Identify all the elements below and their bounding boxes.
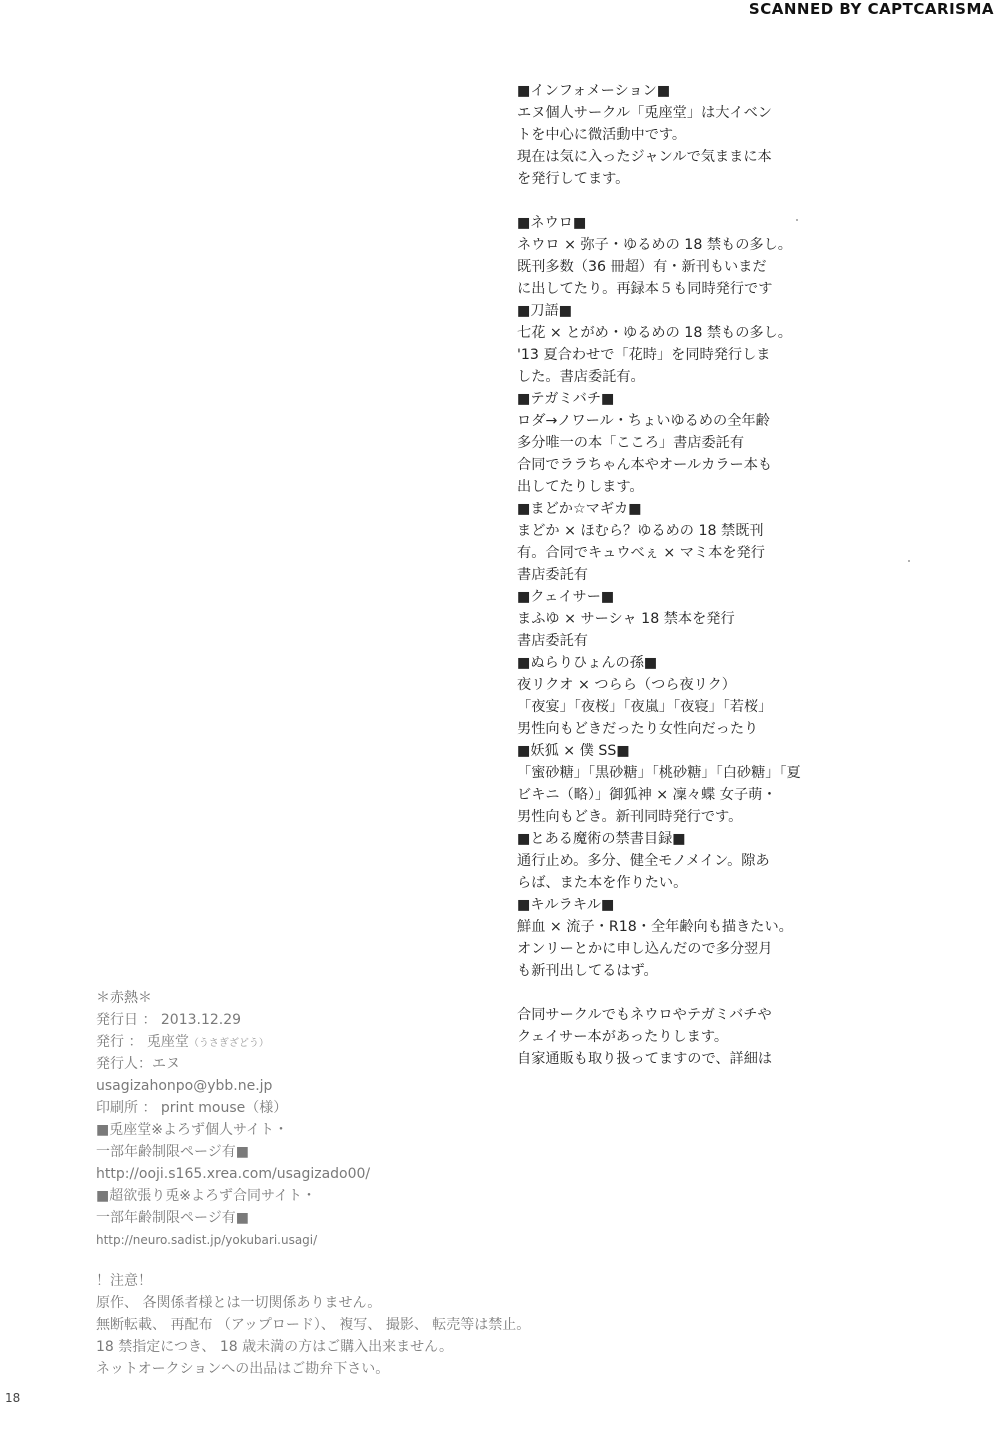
info-line: 夜リクオ × つらら（つら夜リク） [517, 677, 736, 693]
info-line: ネウロ × 弥子・ゆるめの 18 禁もの多し。 [517, 237, 792, 253]
colophon-publisher [96, 1031, 476, 1053]
blank-line [517, 982, 847, 1004]
blank-line [517, 190, 847, 212]
info-line: ■まどか☆マギカ■ [517, 501, 642, 517]
publisher-reading: （うさぎざどう） [188, 1038, 269, 1049]
site1-note: 一部年齢制限ページ有■ [96, 1144, 249, 1160]
info-line: 男性向もどきだったり女性向だったり [517, 721, 759, 737]
info-line: 通行止め。多分、健全モノメイン。隙あ [517, 853, 770, 869]
info-line: ■キルラキル■ [517, 897, 615, 913]
colophon [96, 987, 476, 1251]
colophon-title: ＊赤熱＊ [96, 990, 152, 1006]
info-line: 合同でララちゃん本やオールカラー本も [517, 457, 773, 473]
info-line: 書店委託有 [517, 633, 588, 649]
information-column [517, 80, 847, 1070]
site1-url: http://ooji.s165.xrea.com/usagizado00/ [96, 1166, 371, 1182]
site2-title: ■超欲張り兎※よろず合同サイト・ [96, 1188, 316, 1204]
info-line: ■インフォメーション■ [517, 83, 671, 99]
info-line: ■ネウロ■ [517, 215, 587, 231]
colophon-email: usagizahonpo@ybb.ne.jp [96, 1078, 273, 1094]
notice-line: ネットオークションへの出品はご勘弁下さい。 [96, 1361, 390, 1377]
info-line: 「夜宴」「夜桜」「夜嵐」「夜寝」「若桜」 [517, 699, 773, 715]
info-line: ■妖狐 × 僕 SS■ [517, 743, 630, 759]
colophon-printer: 印刷所 ： print mouse（様） [96, 1100, 288, 1116]
info-line: 男性向もどき。新刊同時発行です。 [517, 809, 743, 825]
info-line: に出してたり。再録本５も同時発行です [517, 281, 773, 297]
colophon-date: 発行日 ： 2013.12.29 [96, 1012, 242, 1028]
info-line: エヌ個人サークル「兎座堂」は大イベン [517, 105, 772, 121]
info-line: まどか × ほむら？ゆるめの 18 禁既刊 [517, 523, 764, 539]
scan-speck [796, 219, 798, 221]
info-line: ■テガミバチ■ [517, 391, 615, 407]
info-line: 多分唯一の本「こころ」書店委託有 [517, 435, 745, 451]
info-line: らば、また本を作りたい。 [517, 875, 688, 891]
publisher-name: 発行 ： 兎座堂 [96, 1034, 189, 1050]
info-line: クェイサー本があったりします。 [517, 1029, 729, 1045]
site2-url: http://neuro.sadist.jp/yokubari.usagi/ [96, 1233, 318, 1247]
scan-credit-watermark: SCANNED BY CAPTCARISMA [748, 0, 994, 18]
info-line: まふゆ × サーシャ 18 禁本を発行 [517, 611, 735, 627]
info-line: 七花 × とがめ・ゆるめの 18 禁もの多し。 [517, 325, 792, 341]
info-line: 既刊多数（36 冊超）有・新刊もいまだ [517, 259, 767, 275]
info-line: ■クェイサー■ [517, 589, 615, 605]
scan-speck [908, 560, 910, 562]
site1-title: ■兎座堂※よろず個人サイト・ [96, 1122, 288, 1138]
info-line: 現在は気に入ったジャンルで気ままに本 [517, 149, 772, 165]
info-line: を発行してます。 [517, 171, 630, 187]
info-line: ロダ→ノワール・ちょいゆるめの全年齢 [517, 413, 770, 429]
info-line: も新刊出してるはず。 [517, 963, 658, 979]
colophon-author: 発行人：エヌ [96, 1056, 180, 1072]
info-line: トを中心に微活動中です。 [517, 127, 687, 143]
info-line: 鮮血 × 流子・R18・全年齢向も描きたい。 [517, 919, 793, 935]
info-line: '13 夏合わせで「花時」を同時発行しま [517, 347, 771, 363]
info-line: 有。合同でキュウべぇ × マミ本を発行 [517, 545, 765, 561]
info-line: した。書店委託有。 [517, 369, 645, 385]
info-line: ■ぬらりひょんの孫■ [517, 655, 658, 671]
info-line: オンリーとかに申し込んだので多分翌月 [517, 941, 773, 957]
page-number: 18 [5, 1391, 21, 1405]
info-line: 自家通販も取り扱ってますので、詳細は [517, 1051, 773, 1067]
notice-line: 18 禁指定につき、 18 歳未満の方はご購入出来ません。 [96, 1339, 453, 1355]
info-line: 出してたりします。 [517, 479, 644, 495]
info-line: 書店委託有 [517, 567, 588, 583]
info-line: ■刀語■ [517, 303, 573, 319]
notice-line: 原作、 各関係者様とは一切関係ありません。 [96, 1295, 382, 1311]
notice-block [96, 1270, 716, 1380]
info-line: 合同サークルでもネウロやテガミバチや [517, 1007, 772, 1023]
info-line: ■とある魔術の禁書目録■ [517, 831, 686, 847]
info-line: ビキニ（略）」御狐神 × 凜々蝶 女子萌・ [517, 787, 777, 803]
site2-note: 一部年齢制限ページ有■ [96, 1210, 249, 1226]
notice-line: 無断転載、 再配布 （アップロード）、 複写、 撮影、 転売等は禁止。 [96, 1317, 531, 1333]
info-line: 「蜜砂糖」「黒砂糖」「桃砂糖」「白砂糖」「夏 [517, 765, 801, 781]
notice-line: ！注意！ [96, 1273, 152, 1289]
